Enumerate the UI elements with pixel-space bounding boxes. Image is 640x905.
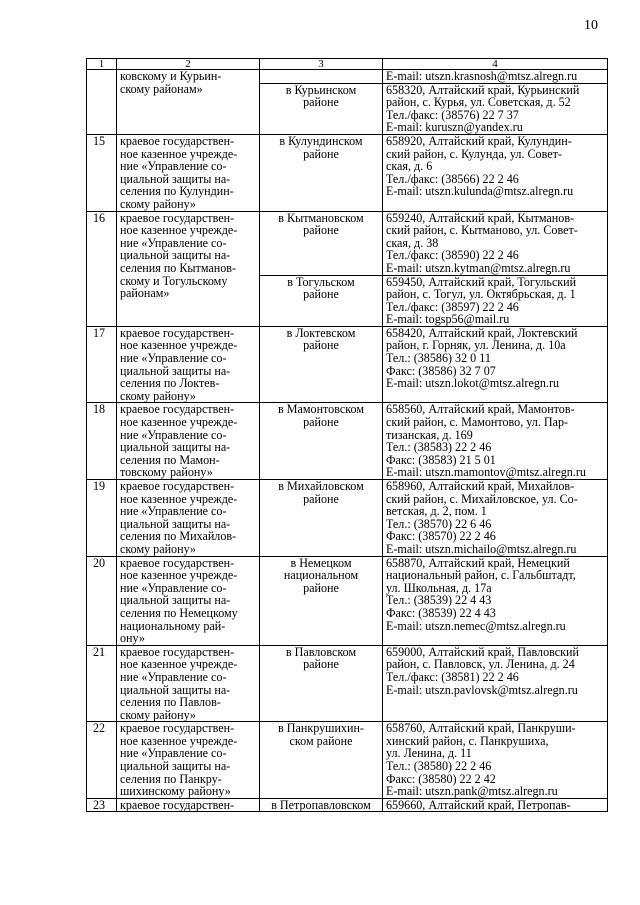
organization-line: краевое государствен- bbox=[120, 721, 235, 736]
contact-cell bbox=[383, 403, 608, 480]
organization-line: циальной защиты на- bbox=[120, 363, 231, 378]
region-line: в Кулундинском bbox=[279, 133, 363, 148]
contact-cell bbox=[383, 722, 608, 799]
organization-name bbox=[117, 70, 260, 135]
organization-line: ние «Управление со- bbox=[120, 159, 227, 174]
organization-line: ное казенное учрежде- bbox=[120, 657, 238, 672]
region-cell bbox=[260, 211, 383, 275]
region-line: в Петропавловском bbox=[271, 797, 371, 812]
contact-line: район, с. Тогул, ул. Октябрьская, д. 1 bbox=[386, 287, 576, 302]
contact-line: E-mail: utszn.michailo@mtsz.alregn.ru bbox=[386, 541, 577, 556]
organization-name bbox=[117, 403, 260, 480]
region-cell bbox=[260, 480, 383, 557]
contact-cell bbox=[383, 798, 608, 812]
organization-line: скому и Тогульскому bbox=[120, 273, 228, 288]
region-line: районе bbox=[303, 95, 339, 110]
contact-line: ветская, д. 2, пом. 1 bbox=[386, 504, 487, 519]
organization-line: ние «Управление со- bbox=[120, 580, 227, 595]
region-line: районе bbox=[303, 146, 339, 161]
header-col-4: 4 bbox=[383, 59, 608, 70]
organization-line: циальной защиты на- bbox=[120, 682, 231, 697]
row-number: 16 bbox=[87, 211, 117, 326]
contact-line: Тел.: (38580) 22 2 46 bbox=[386, 759, 492, 774]
organization-name bbox=[117, 326, 260, 403]
organization-line: селения по Кытманов- bbox=[120, 260, 237, 275]
organization-line: циальной защиты на- bbox=[120, 593, 231, 608]
organization-line: ону» bbox=[120, 631, 145, 646]
contact-line: Тел.: (38586) 32 0 11 bbox=[386, 351, 491, 366]
contact-cell bbox=[383, 134, 608, 211]
organization-line: ние «Управление со- bbox=[120, 427, 227, 442]
region-line: районе bbox=[303, 491, 339, 506]
organization-line: национальному рай- bbox=[120, 618, 226, 633]
region-cell bbox=[260, 326, 383, 403]
contact-cell bbox=[383, 211, 608, 275]
organization-line: ние «Управление со- bbox=[120, 235, 227, 250]
organization-line: краевое государствен- bbox=[120, 479, 235, 493]
contact-line: E-mail: utszn.pavlovsk@mtsz.alregn.ru bbox=[386, 682, 578, 697]
contact-line: Факс: (38539) 22 4 43 bbox=[386, 605, 496, 620]
region-line: районе bbox=[303, 287, 339, 302]
contact-cell bbox=[383, 480, 608, 557]
contact-cell bbox=[383, 326, 608, 403]
header-col-1: 1 bbox=[87, 59, 117, 70]
region-line: районе bbox=[303, 338, 339, 353]
row-number: 19 bbox=[87, 480, 117, 557]
organization-line: скому району» bbox=[120, 707, 196, 722]
region-line: в Локтевском bbox=[286, 325, 356, 340]
organization-name bbox=[117, 722, 260, 799]
organization-line: товскому району» bbox=[120, 465, 213, 480]
region-cell bbox=[260, 70, 383, 84]
organization-name bbox=[117, 556, 260, 645]
region-cell bbox=[260, 645, 383, 722]
row-number: 18 bbox=[87, 403, 117, 480]
region-line: национальном bbox=[283, 568, 359, 583]
row-number: 20 bbox=[87, 556, 117, 645]
organization-line: ное казенное учрежде- bbox=[120, 733, 238, 748]
organization-line: краевое государствен- bbox=[120, 797, 235, 812]
row-number: 15 bbox=[87, 134, 117, 211]
region-cell bbox=[260, 403, 383, 480]
contact-line: E-mail: utszn.nemec@mtsz.alregn.ru bbox=[386, 618, 566, 633]
contact-line: 658920, Алтайский край, Кулундин- bbox=[386, 133, 572, 148]
organization-line: ное казенное учрежде- bbox=[120, 491, 238, 506]
organization-line: селения по Локтев- bbox=[120, 376, 220, 391]
table-row bbox=[87, 480, 608, 557]
contact-line: ская, д. 6 bbox=[386, 159, 433, 174]
organization-name bbox=[117, 798, 260, 812]
organization-name bbox=[117, 645, 260, 722]
contact-line: 659240, Алтайский край, Кытманов- bbox=[386, 210, 575, 225]
contact-line: 658870, Алтайский край, Немецкий bbox=[386, 555, 570, 570]
organization-line: ковскому и Курьин- bbox=[120, 69, 222, 83]
contact-line: ский район, с. Кулунда, ул. Совет- bbox=[386, 146, 562, 161]
region-cell bbox=[260, 798, 383, 812]
region-line: в Павловском bbox=[285, 644, 357, 659]
organization-line: ное казенное учрежде- bbox=[120, 415, 238, 430]
region-line: районе bbox=[303, 580, 339, 595]
contact-line: 658420, Алтайский край, Локтевский bbox=[386, 325, 578, 340]
organization-line: циальной защиты на- bbox=[120, 248, 231, 263]
organization-line: краевое государствен- bbox=[120, 402, 235, 417]
region-line: в Кытмановском bbox=[278, 210, 364, 225]
contact-line: Тел./факс: (38566) 22 2 46 bbox=[386, 171, 519, 186]
organization-line: ние «Управление со- bbox=[120, 746, 227, 761]
contact-line: 658760, Алтайский край, Панкруши- bbox=[386, 721, 576, 736]
contact-line: E-mail: utszn.pank@mtsz.alregn.ru bbox=[386, 784, 558, 799]
region-cell bbox=[260, 83, 383, 134]
organization-line: краевое государствен- bbox=[120, 133, 235, 148]
organization-line: ное казенное учрежде- bbox=[120, 146, 238, 161]
organization-line: циальной защиты на- bbox=[120, 171, 231, 186]
organization-line: ние «Управление со- bbox=[120, 351, 227, 366]
header-col-3: 3 bbox=[260, 59, 383, 70]
contact-line: Тел./факс: (38576) 22 7 37 bbox=[386, 107, 519, 122]
organization-line: циальной защиты на- bbox=[120, 516, 231, 531]
organization-line: скому районам» bbox=[120, 81, 203, 96]
organization-line: селения по Михайлов- bbox=[120, 529, 237, 544]
contact-line: E-mail: utszn.krasnosh@mtsz.alregn.ru bbox=[386, 69, 578, 83]
contact-line: хинский район, с. Панкрушиха, bbox=[386, 733, 549, 748]
contact-cell bbox=[383, 83, 608, 134]
region-line: в Тогульском bbox=[287, 274, 355, 289]
organization-line: краевое государствен- bbox=[120, 644, 235, 659]
organization-line: шихинскому району» bbox=[120, 784, 231, 799]
contact-line: E-mail: utszn.lokot@mtsz.alregn.ru bbox=[386, 376, 560, 391]
region-line: в Панкрушихин- bbox=[278, 721, 364, 736]
organization-line: ние «Управление со- bbox=[120, 669, 227, 684]
organization-line: селения по Павлов- bbox=[120, 695, 221, 710]
contact-line: район, г. Горняк, ул. Ленина, д. 10а bbox=[386, 338, 566, 353]
institutions-table bbox=[86, 58, 608, 812]
organization-line: ное казенное учрежде- bbox=[120, 568, 238, 583]
contact-line: район, с. Павловск, ул. Ленина, д. 24 bbox=[386, 657, 575, 672]
contact-line: Тел.: (38583) 22 2 46 bbox=[386, 440, 492, 455]
row-number: 17 bbox=[87, 326, 117, 403]
table-row bbox=[87, 645, 608, 722]
row-number: 23 bbox=[87, 798, 117, 812]
contact-line: 658560, Алтайский край, Мамонтов- bbox=[386, 402, 575, 417]
contact-line: национальный район, с. Гальбштадт, bbox=[386, 568, 576, 583]
contact-line: ул. Ленина, д. 11 bbox=[386, 746, 472, 761]
contact-line: ский район, с. Михайловское, ул. Со- bbox=[386, 491, 578, 506]
contact-cell bbox=[383, 275, 608, 326]
contact-line: E-mail: utszn.kulunda@mtsz.alregn.ru bbox=[386, 184, 574, 199]
organization-line: скому району» bbox=[120, 388, 196, 403]
organization-name bbox=[117, 211, 260, 326]
region-line: в Мамонтовском bbox=[278, 402, 364, 417]
organization-line: циальной защиты на- bbox=[120, 759, 231, 774]
organization-line: краевое государствен- bbox=[120, 210, 235, 225]
organization-line: районам» bbox=[120, 286, 170, 301]
contact-cell bbox=[383, 645, 608, 722]
contact-line: ул. Школьная, д. 17а bbox=[386, 580, 492, 595]
contact-line: Тел./факс: (38590) 22 2 46 bbox=[386, 248, 519, 263]
organization-name bbox=[117, 480, 260, 557]
contact-line: 658960, Алтайский край, Михайлов- bbox=[386, 479, 575, 493]
contact-line: E-mail: togsp56@mail.ru bbox=[386, 312, 510, 327]
region-cell bbox=[260, 722, 383, 799]
organization-line: селения по Немецкому bbox=[120, 605, 238, 620]
contact-line: Факс: (38586) 32 7 07 bbox=[386, 363, 496, 378]
contact-line: 659000, Алтайский край, Павловский bbox=[386, 644, 579, 659]
organization-line: скому району» bbox=[120, 196, 196, 211]
contact-line: ская, д. 38 bbox=[386, 235, 439, 250]
table-row bbox=[87, 722, 608, 799]
row-number bbox=[87, 70, 117, 135]
organization-line: селения по Кулундин- bbox=[120, 184, 234, 199]
region-cell bbox=[260, 134, 383, 211]
contact-line: Тел./факс: (38581) 22 2 46 bbox=[386, 669, 519, 684]
contact-line: Тел.: (38539) 22 4 43 bbox=[386, 593, 492, 608]
organization-line: ное казенное учрежде- bbox=[120, 338, 238, 353]
contact-line: Факс: (38570) 22 2 46 bbox=[386, 529, 496, 544]
contact-line: Факс: (38583) 21 5 01 bbox=[386, 452, 496, 467]
contact-line: ский район, с. Мамонтово, ул. Пар- bbox=[386, 415, 569, 430]
organization-line: селения по Мамон- bbox=[120, 452, 220, 467]
contact-line: Тел.: (38570) 22 6 46 bbox=[386, 516, 492, 531]
contact-line: район, с. Курья, ул. Советская, д. 52 bbox=[386, 95, 571, 110]
contact-cell bbox=[383, 70, 608, 84]
organization-line: краевое государствен- bbox=[120, 555, 235, 570]
region-line: районе bbox=[303, 657, 339, 672]
organization-line: скому району» bbox=[120, 541, 196, 556]
organization-line: ние «Управление со- bbox=[120, 504, 227, 519]
region-cell bbox=[260, 275, 383, 326]
contact-line: Тел./факс: (38597) 22 2 46 bbox=[386, 299, 519, 314]
header-col-2: 2 bbox=[117, 59, 260, 70]
contact-line: 658320, Алтайский край, Курьинский bbox=[386, 82, 580, 97]
region-line: районе bbox=[303, 223, 339, 238]
region-line: ском районе bbox=[289, 733, 353, 748]
row-number: 22 bbox=[87, 722, 117, 799]
organization-line: циальной защиты на- bbox=[120, 440, 231, 455]
contact-line: 659660, Алтайский край, Петропав- bbox=[386, 797, 571, 812]
region-cell bbox=[260, 556, 383, 645]
table-row bbox=[87, 403, 608, 480]
contact-line: E-mail: kuruszn@yandex.ru bbox=[386, 120, 523, 135]
contact-line: 659450, Алтайский край, Тогульский bbox=[386, 274, 577, 289]
table-row bbox=[87, 211, 608, 275]
region-line: в Немецком bbox=[290, 555, 352, 570]
organization-line: ное казенное учрежде- bbox=[120, 223, 238, 238]
table-header-row bbox=[87, 59, 608, 70]
table-row bbox=[87, 556, 608, 645]
table-row bbox=[87, 798, 608, 812]
contact-line: ский район, с. Кытманово, ул. Совет- bbox=[386, 223, 578, 238]
contact-line: тизанская, д. 169 bbox=[386, 427, 473, 442]
region-line: районе bbox=[303, 415, 339, 430]
organization-line: краевое государствен- bbox=[120, 325, 235, 340]
organization-line: селения по Панкру- bbox=[120, 771, 222, 786]
table-row bbox=[87, 70, 608, 84]
contact-line: E-mail: utszn.kytman@mtsz.alregn.ru bbox=[386, 260, 571, 275]
table-row bbox=[87, 326, 608, 403]
page-number: 10 bbox=[584, 18, 598, 33]
contact-line: E-mail: utszn.mamontov@mtsz.alregn.ru bbox=[386, 465, 586, 480]
region-line: в Михайловском bbox=[278, 479, 364, 493]
region-line: в Курьинском bbox=[285, 82, 357, 97]
table-row bbox=[87, 134, 608, 211]
contact-line: Факс: (38580) 22 2 42 bbox=[386, 771, 496, 786]
organization-name bbox=[117, 134, 260, 211]
contact-cell bbox=[383, 556, 608, 645]
row-number: 21 bbox=[87, 645, 117, 722]
